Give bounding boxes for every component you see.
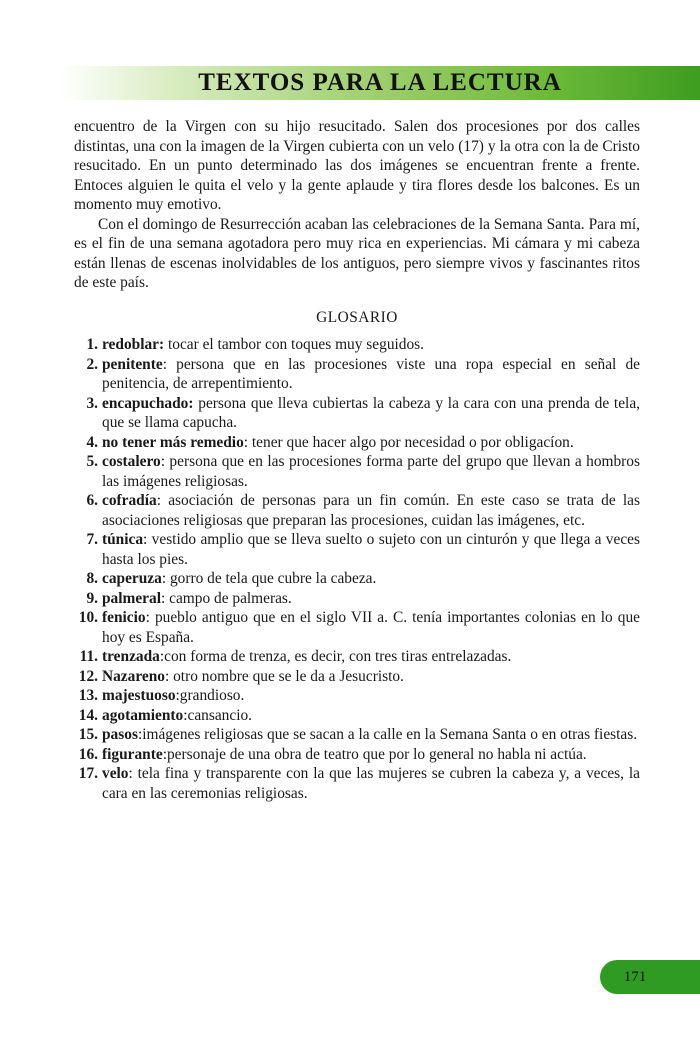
glossary-term: Nazareno	[102, 667, 165, 685]
body-paragraph-2: Con el domingo de Resurrección acaban las celebraciones de la Semana Santa. Para mí, es el fin de una semana agotadora pero muy rica en experiencias. Mi cámara y mi cabeza están llenas de escenas inolvidables de los antiguos, pero siempre vivos y fascinantes ritos de este país.	[74, 215, 640, 291]
glossary-term: figurante	[102, 745, 163, 763]
glossary-definition: : tener que hacer algo por necesidad o por obligacíon.	[243, 433, 574, 451]
glossary-definition: : campo de palmeras.	[161, 589, 292, 607]
glossary-item-number: 8.	[86, 570, 98, 587]
glossary-item-body	[102, 706, 640, 726]
glossary-item-number: 9.	[86, 589, 98, 607]
glossary-term: velo	[102, 765, 129, 782]
glossary-definition: : persona que en las procesiones viste una ropa especial en señal de penitencia, de arrepentimiento.	[102, 355, 640, 392]
glossary-item-number: 4.	[86, 433, 98, 451]
glossary-item-body	[102, 589, 640, 609]
glossary-item-number: 14.	[78, 706, 98, 724]
glossary-item-body	[102, 647, 640, 667]
glossary-definition: tocar el tambor con toques muy seguidos.	[164, 336, 425, 353]
glossary-item-number: 12.	[78, 667, 98, 685]
page-number: 171	[623, 969, 647, 985]
glossary-item-number: 7.	[86, 531, 98, 548]
glossary-item-body	[102, 569, 640, 589]
glossary-item	[74, 530, 640, 569]
glossary-item-body	[102, 452, 640, 491]
glossary-definition: persona que lleva cubiertas la cabeza y la cara con una prenda de tela, que se llama capucha.	[102, 394, 640, 431]
glossary-item	[74, 433, 640, 453]
glossary-item-number: 11.	[79, 648, 98, 665]
glossary-item-body	[102, 745, 640, 765]
glossary-definition: :personaje de una obra de teatro que por lo general no habla ni actúa.	[162, 745, 587, 763]
glossary-item-number: 13.	[78, 687, 98, 704]
glossary-item-number: 15.	[78, 726, 98, 743]
glossary-term: no tener más remedio	[102, 433, 244, 451]
glossary-item	[74, 452, 640, 491]
glossary-term: cofradía	[102, 492, 157, 509]
page-title: TEXTOS PARA LA LECTURA	[198, 69, 562, 96]
glossary-term: palmeral	[102, 589, 161, 607]
glossary-term: fenicio	[102, 609, 146, 626]
glossary-title: GLOSARIO	[316, 308, 398, 326]
glossary-item	[74, 686, 640, 706]
glossary-item	[74, 764, 640, 803]
glossary-item-body	[102, 667, 640, 687]
glossary-item	[74, 725, 640, 745]
glossary-definition: : gorro de tela que cubre la cabeza.	[161, 570, 377, 587]
glossary-item	[74, 745, 640, 765]
glossary-list	[74, 335, 640, 803]
glossary-item-body	[102, 686, 640, 706]
glossary-definition: :grandioso.	[175, 687, 245, 704]
glossary-item-number: 10.	[78, 609, 98, 626]
glossary-item	[74, 491, 640, 530]
glossary-item-body	[102, 433, 640, 453]
glossary-item-body	[102, 764, 640, 803]
glossary-item	[74, 335, 640, 355]
glossary-definition: : tela fina y transparente con la que las mujeres se cubren la cabeza y, a veces, la cara en las ceremonias religiosas.	[102, 765, 640, 802]
glossary-term: encapuchado:	[102, 394, 194, 412]
glossary-item-number: 1.	[86, 336, 98, 353]
glossary-term: trenzada	[102, 648, 160, 665]
glossary-item-body	[102, 530, 640, 569]
glossary-item-body	[102, 335, 640, 355]
glossary-definition: :con forma de trenza, es decir, con tres tiras entrelazadas.	[159, 648, 512, 665]
glossary-term: majestuoso	[102, 687, 176, 704]
glossary-item-number: 17.	[78, 765, 98, 782]
glossary-item-number: 16.	[78, 745, 98, 763]
glossary-item	[74, 394, 640, 433]
glossary-term: túnica	[102, 531, 144, 548]
glossary-item	[74, 647, 640, 667]
glossary-term: costalero	[102, 453, 161, 470]
main-content	[74, 117, 640, 803]
body-paragraph-1: encuentro de la Virgen con su hijo resucitado. Salen dos procesiones por dos calles distintas, una con la imagen de la Virgen cubierta con un velo (17) y la otra con la de Cristo resucitado. En un punto determinado las dos imágenes se encuentran frente a frente. Entoces alguien le quita el velo y la gente aplaude y tira flores desde los balcones. Es un momento muy emotivo.	[74, 118, 640, 213]
glossary-item-body	[102, 394, 640, 433]
glossary-term: redoblar:	[102, 336, 165, 353]
glossary-item-number: 3.	[86, 394, 98, 412]
glossary-item-number: 6.	[86, 492, 98, 509]
glossary-term: pasos	[102, 726, 138, 743]
glossary-item	[74, 569, 640, 589]
glossary-definition: : persona que en las procesiones forma parte del grupo que llevan a hombros las imágenes religiosas.	[102, 453, 640, 490]
glossary-item	[74, 706, 640, 726]
glossary-item-number: 2.	[86, 355, 98, 373]
glossary-item	[74, 589, 640, 609]
glossary-definition: : pueblo antiguo que en el siglo VII a. C. tenía importantes colonias en lo que hoy es España.	[102, 609, 640, 646]
glossary-term: agotamiento	[102, 706, 184, 724]
glossary-item	[74, 608, 640, 647]
glossary-term: penitente	[102, 355, 163, 373]
glossary-item-body	[102, 725, 640, 745]
glossary-item-body	[102, 355, 640, 394]
glossary-item-body	[102, 491, 640, 530]
glossary-definition: :imágenes religiosas que se sacan a la calle en la Semana Santa o en otras fiestas.	[137, 726, 638, 743]
glossary-item	[74, 667, 640, 687]
glossary-definition: :cansancio.	[183, 706, 253, 724]
glossary-definition: : asociación de personas para un fin común. En este caso se trata de las asociaciones religiosas que preparan las procesiones, cuidan las imágenes, etc.	[102, 492, 640, 529]
glossary-item-number: 5.	[86, 453, 98, 470]
glossary-definition: : vestido amplio que se lleva suelto o sujeto con un cinturón y que llega a veces hasta los pies.	[102, 531, 640, 568]
glossary-definition: : otro nombre que se le da a Jesucristo.	[164, 667, 404, 685]
glossary-term: caperuza	[102, 570, 162, 587]
glossary-item	[74, 355, 640, 394]
glossary-item-body	[102, 608, 640, 647]
